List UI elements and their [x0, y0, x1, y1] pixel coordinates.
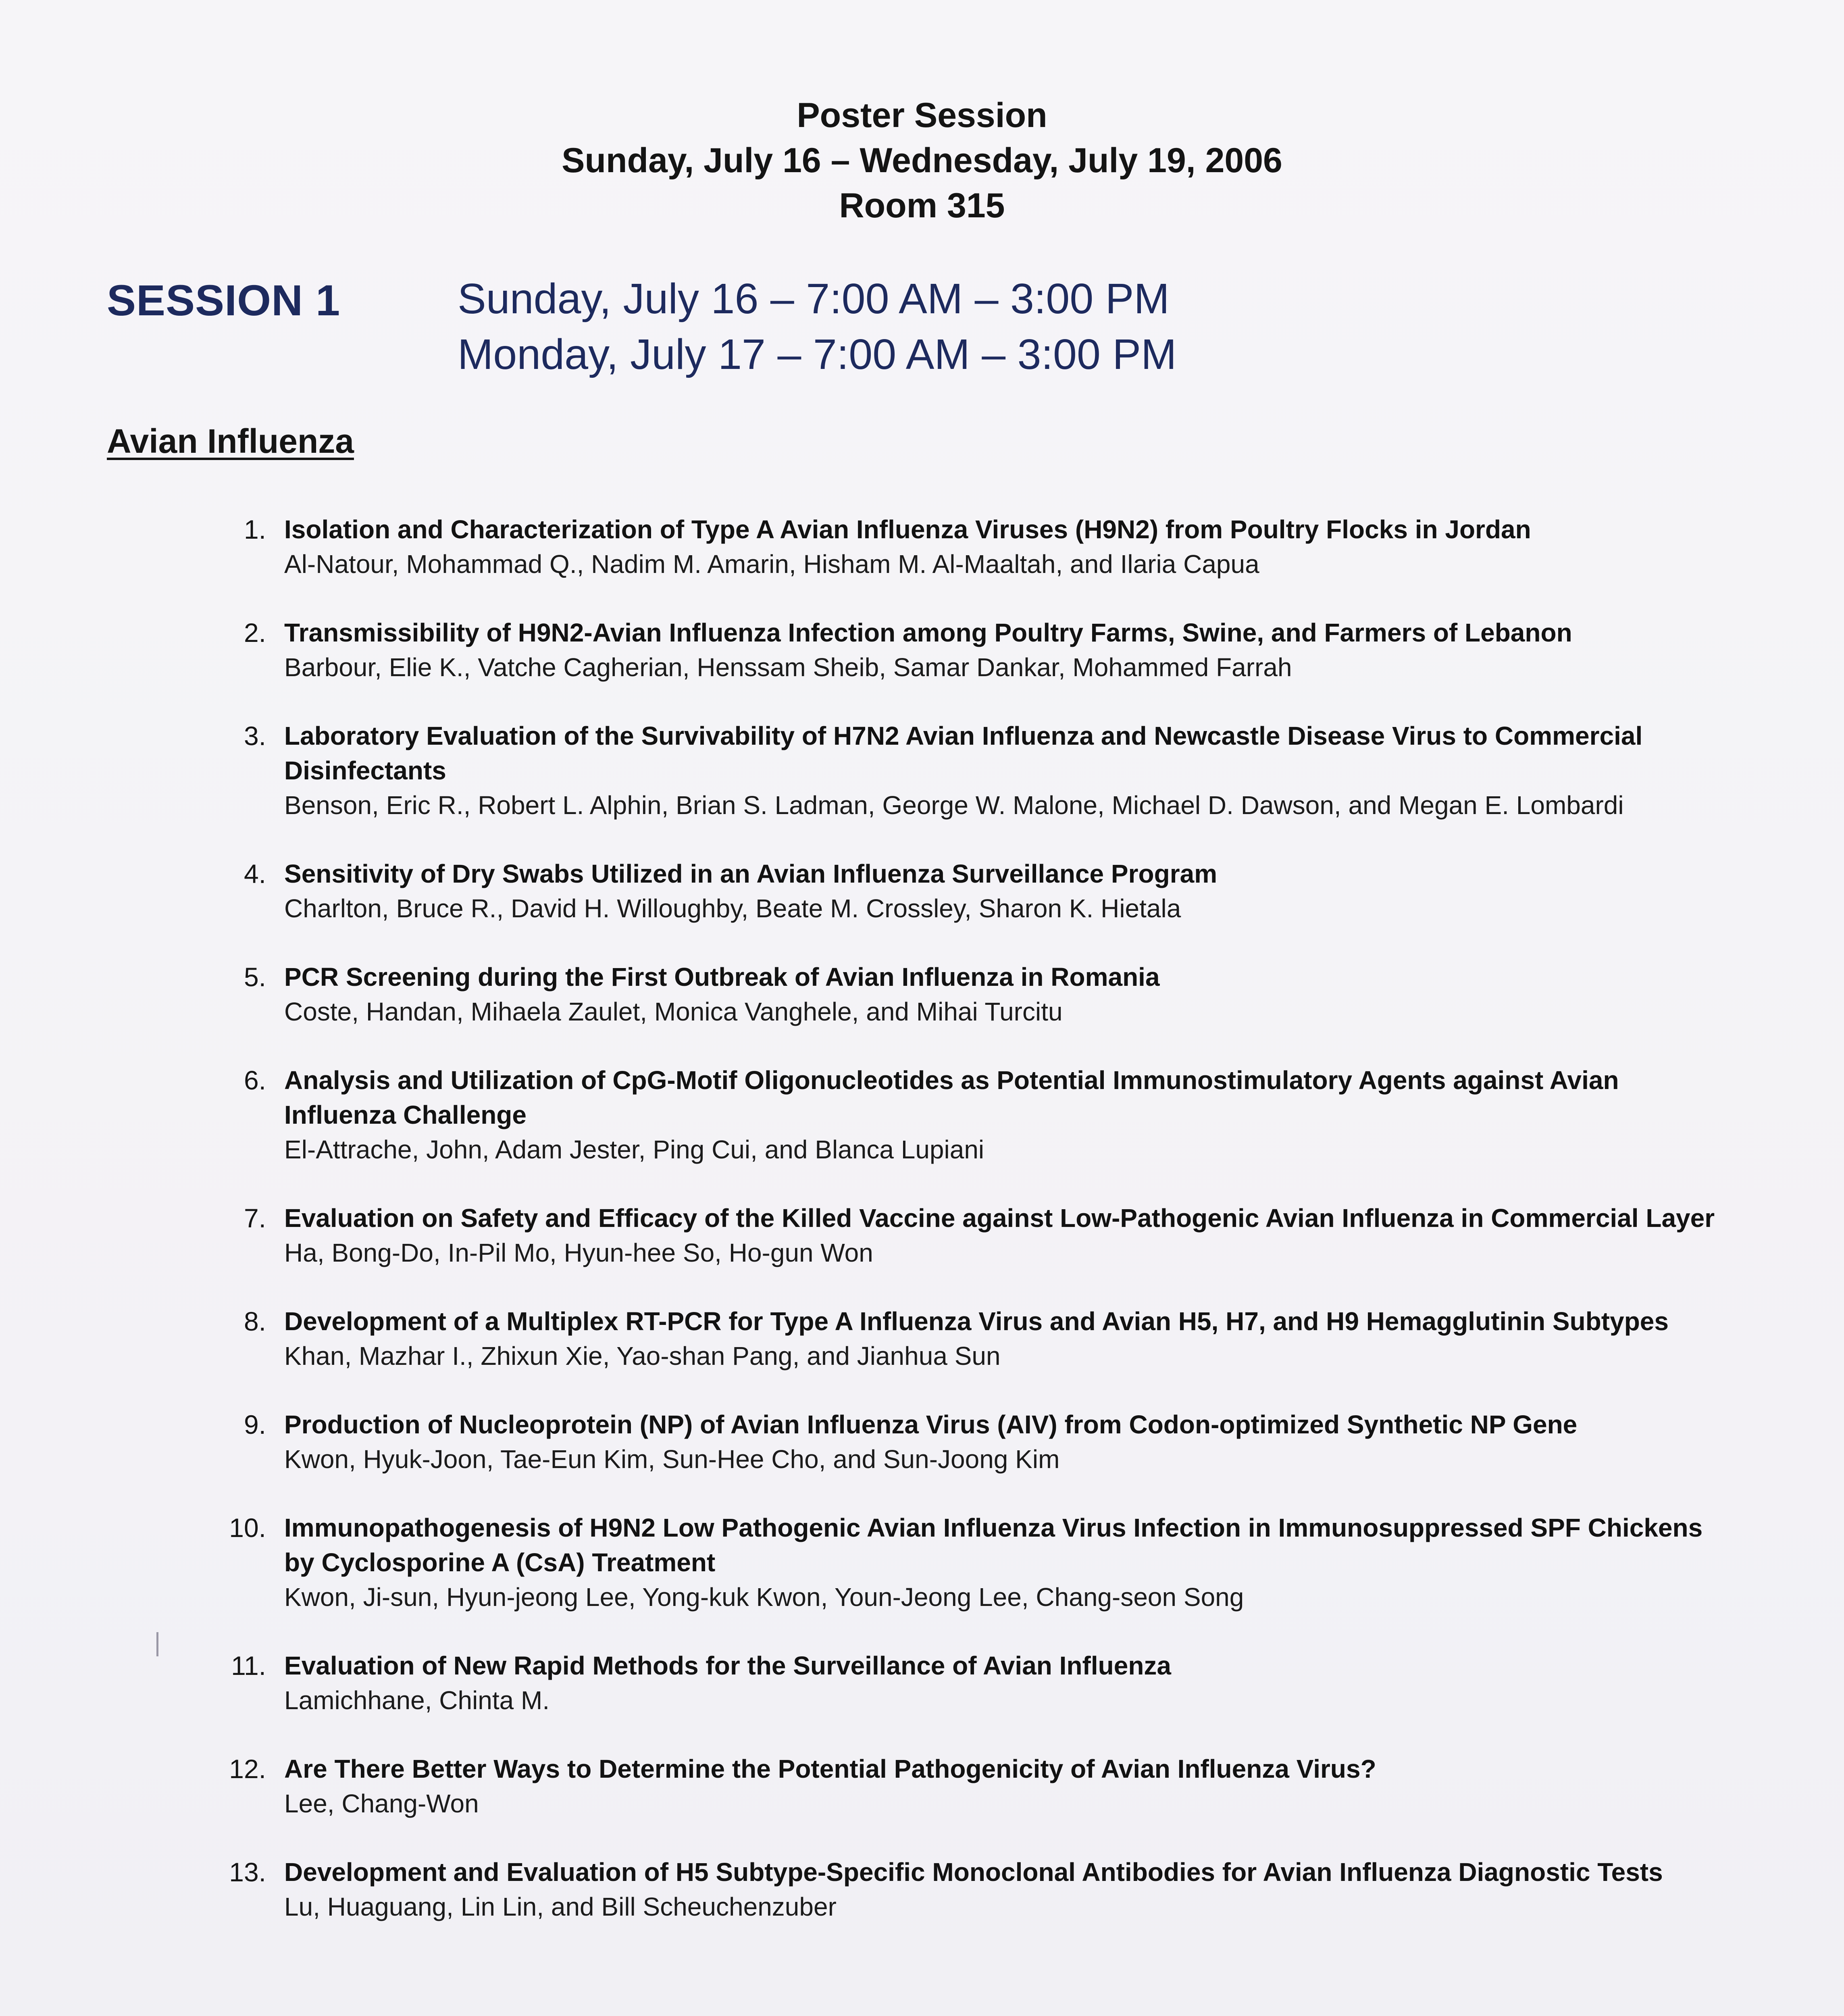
entry-authors: Lamichhane, Chinta M.: [284, 1686, 550, 1715]
entry-title: Immunopathogenesis of H9N2 Low Pathogenic Avian Influenza Virus Infection in Immunosuppressed SPF Chickens by Cyclosporine A (CsA) Treatment: [284, 1513, 1703, 1577]
poster-entry: [218, 1855, 1734, 1924]
entry-title: PCR Screening during the First Outbreak of Avian Influenza in Romania: [284, 962, 1160, 991]
entry-number: 10.: [229, 1513, 266, 1543]
poster-entry: [218, 1063, 1734, 1167]
entry-number: 9.: [244, 1410, 266, 1439]
session-time-sunday: Sunday, July 16 – 7:00 AM – 3:00 PM: [458, 275, 1170, 323]
entry-authors: Lee, Chang-Won: [284, 1789, 479, 1818]
entry-authors: El-Attrache, John, Adam Jester, Ping Cui, and Blanca Lupiani: [284, 1135, 984, 1164]
entry-number: 6.: [244, 1065, 266, 1095]
entry-number: 13.: [229, 1857, 266, 1887]
entry-number: 3.: [244, 721, 266, 751]
entry-title: Evaluation of New Rapid Methods for the Surveillance of Avian Influenza: [284, 1651, 1171, 1680]
header-dates: Sunday, July 16 – Wednesday, July 19, 2006: [562, 141, 1282, 180]
entry-authors: Kwon, Hyuk-Joon, Tae-Eun Kim, Sun-Hee Cho, and Sun-Joong Kim: [284, 1445, 1060, 1474]
entry-number: 2.: [244, 618, 266, 648]
poster-entry: [218, 1304, 1734, 1373]
section-title: Avian Influenza: [107, 422, 354, 460]
entry-title: Transmissibility of H9N2-Avian Influenza Infection among Poultry Farms, Swine, and Farmers of Lebanon: [284, 618, 1572, 647]
header-title: Poster Session: [797, 96, 1047, 135]
entry-number: 11.: [231, 1651, 266, 1681]
entry-authors: Lu, Huaguang, Lin Lin, and Bill Scheuchenzuber: [284, 1892, 837, 1921]
entry-number: 7.: [244, 1203, 266, 1233]
entry-title: Development and Evaluation of H5 Subtype-Specific Monoclonal Antibodies for Avian Influenza Diagnostic Tests: [284, 1858, 1663, 1887]
session-heading: [107, 271, 1760, 376]
entry-title: Laboratory Evaluation of the Survivability of H7N2 Avian Influenza and Newcastle Disease Virus to Commercial Disinfectants: [284, 721, 1643, 785]
margin-mark: [156, 1632, 158, 1656]
entry-authors: Barbour, Elie K., Vatche Cagherian, Henssam Sheib, Samar Dankar, Mohammed Farrah: [284, 653, 1292, 682]
entry-title: Sensitivity of Dry Swabs Utilized in an Avian Influenza Surveillance Program: [284, 859, 1218, 888]
entry-number: 4.: [244, 859, 266, 889]
session-times: [458, 271, 1176, 382]
entry-title: Are There Better Ways to Determine the Potential Pathogenicity of Avian Influenza Virus?: [284, 1754, 1376, 1783]
poster-entry: [218, 856, 1734, 926]
poster-entry: [218, 615, 1734, 685]
entry-title: Development of a Multiplex RT-PCR for Type A Influenza Virus and Avian H5, H7, and H9 Hemagglutinin Subtypes: [284, 1307, 1669, 1336]
poster-entry: [218, 512, 1734, 581]
entry-title: Isolation and Characterization of Type A Avian Influenza Viruses (H9N2) from Poultry Flocks in Jordan: [284, 515, 1531, 544]
entry-number: 1.: [244, 514, 266, 544]
session-time-monday: Monday, July 17 – 7:00 AM – 3:00 PM: [458, 331, 1177, 378]
poster-entry: [218, 960, 1734, 1029]
poster-entry: [218, 1510, 1734, 1614]
poster-entry: [218, 719, 1734, 823]
poster-list: [218, 512, 1734, 1958]
header-room: Room 315: [839, 186, 1005, 225]
entry-number: 8.: [244, 1306, 266, 1336]
entry-authors: Coste, Handan, Mihaela Zaulet, Monica Vanghele, and Mihai Turcitu: [284, 997, 1063, 1026]
poster-entry: [218, 1201, 1734, 1270]
poster-entry: [218, 1752, 1734, 1821]
poster-entry: [218, 1648, 1734, 1718]
session-label: SESSION 1: [107, 276, 341, 325]
entry-authors: Al-Natour, Mohammad Q., Nadim M. Amarin, Hisham M. Al-Maaltah, and Ilaria Capua: [284, 550, 1259, 579]
entry-title: Evaluation on Safety and Efficacy of the Killed Vaccine against Low-Pathogenic Avian Influenza in Commercial Layer: [284, 1204, 1715, 1233]
poster-entry: [218, 1407, 1734, 1477]
poster-session-header: [0, 93, 1844, 228]
entry-authors: Kwon, Ji-sun, Hyun-jeong Lee, Yong-kuk Kwon, Youn-Jeong Lee, Chang-seon Song: [284, 1583, 1244, 1612]
entry-authors: Ha, Bong-Do, In-Pil Mo, Hyun-hee So, Ho-gun Won: [284, 1238, 873, 1267]
entry-authors: Benson, Eric R., Robert L. Alphin, Brian S. Ladman, George W. Malone, Michael D. Dawson, and Megan E. Lombardi: [284, 791, 1624, 820]
entry-authors: Charlton, Bruce R., David H. Willoughby, Beate M. Crossley, Sharon K. Hietala: [284, 894, 1181, 923]
entry-number: 5.: [244, 962, 266, 992]
entry-number: 12.: [229, 1754, 266, 1784]
entry-authors: Khan, Mazhar I., Zhixun Xie, Yao-shan Pang, and Jianhua Sun: [284, 1341, 1001, 1370]
entry-title: Analysis and Utilization of CpG-Motif Oligonucleotides as Potential Immunostimulatory Agents against Avian Influenza Challenge: [284, 1066, 1619, 1129]
entry-title: Production of Nucleoprotein (NP) of Avian Influenza Virus (AIV) from Codon-optimized Synthetic NP Gene: [284, 1410, 1578, 1439]
